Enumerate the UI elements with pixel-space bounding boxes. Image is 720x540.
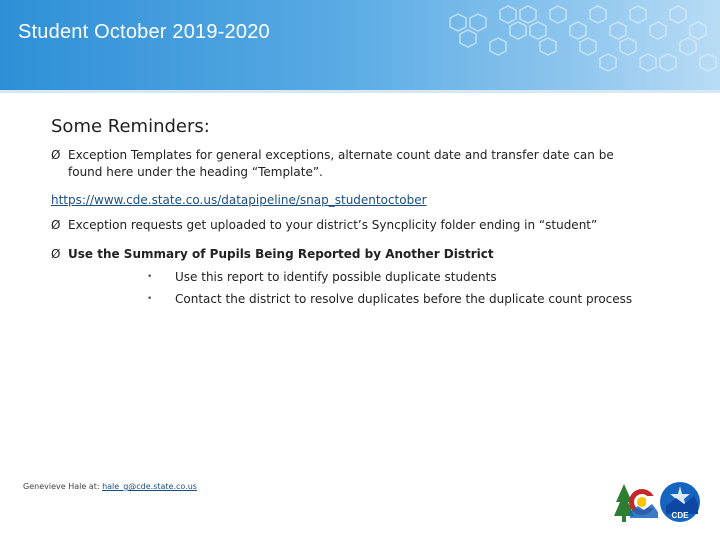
sub-item-text: Contact the district to resolve duplicates before the duplicate count process: [175, 292, 633, 306]
slide-header: [0, 0, 720, 90]
footer-contact: [23, 482, 197, 491]
slide-title: Student October 2019-2020: [18, 21, 270, 43]
reminder-text-line2: found here under the heading “Template”.: [68, 165, 323, 179]
arrow-bullet-icon: Ø: [51, 247, 61, 261]
arrow-bullet-icon: Ø: [51, 148, 61, 162]
reminder-item-templates: [51, 147, 701, 181]
sub-list-item: [51, 288, 701, 310]
arrow-bullet-icon: Ø: [51, 218, 61, 232]
reminders-heading: Some Reminders:: [51, 116, 210, 137]
dot-bullet-icon: •: [147, 272, 153, 282]
reminder-text: Exception requests get uploaded to your district’s Syncplicity folder ending in “student”: [68, 218, 598, 232]
dot-bullet-icon: •: [147, 294, 153, 304]
hexagon-pattern-icon: [430, 0, 720, 90]
slide-content: [51, 116, 701, 310]
cde-logo-icon: [658, 480, 702, 524]
sub-item-text: Use this report to identify possible duplicate students: [175, 270, 497, 284]
header-divider: [0, 90, 720, 93]
sub-list-item: [51, 266, 701, 288]
snap-student-october-link[interactable]: https://www.cde.state.co.us/datapipeline/snap_studentoctober: [51, 193, 427, 207]
footer-label: Genevieve Hale at:: [23, 482, 100, 491]
reminder-text-line1: Exception Templates for general exceptions, alternate count date and transfer date can be: [68, 148, 614, 162]
reminder-item-exceptions: [51, 217, 701, 234]
reminder-text-bold: Use the Summary of Pupils Being Reported by Another District: [68, 247, 494, 261]
colorado-logo-icon: [612, 482, 658, 524]
cde-logo-text: CDE: [671, 511, 689, 520]
reminder-item-summary: [51, 246, 701, 263]
footer-email-link[interactable]: hale_g@cde.state.co.us: [102, 482, 197, 491]
sub-list: [51, 266, 701, 310]
